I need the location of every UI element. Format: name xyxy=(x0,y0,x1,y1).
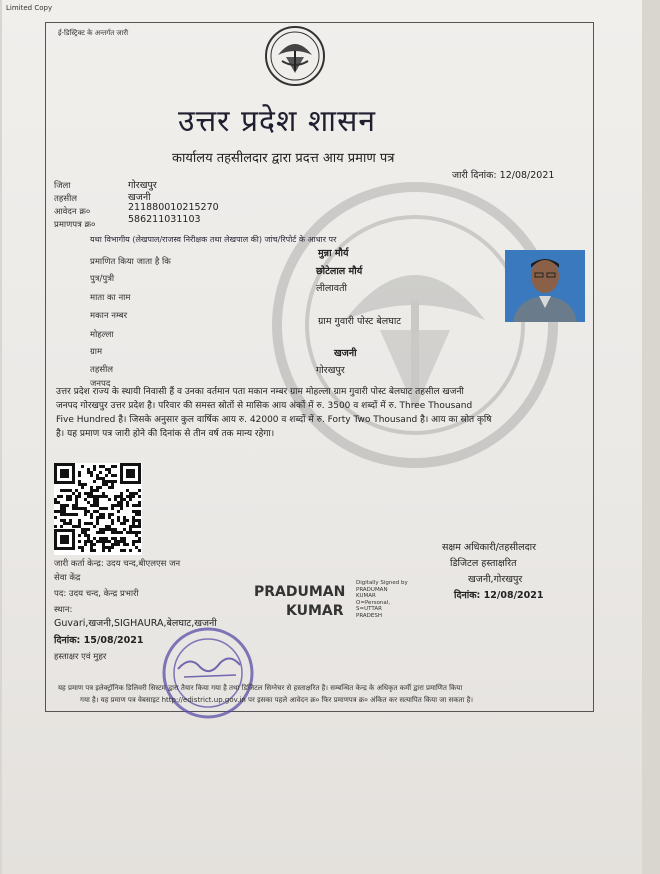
authority-place: खजनी,गोरखपुर xyxy=(468,574,523,585)
place-value: Guvari,खजनी,SIGHAURA,बेलघाट,खजनी xyxy=(54,618,217,629)
income-paragraph-line-4: है। यह प्रमाण पत्र जारी होने की दिनांक से तीन वर्ष तक मान्य रहेगा। xyxy=(56,429,275,439)
certificate-page xyxy=(2,0,642,874)
income-paragraph-line-3: Five Hundred है। जिसके अनुसार कुल वार्षिक आय रु. 42000 व शब्दों में रु. Forty Two Thousand है। आय का स्रोत कृषि xyxy=(56,415,492,425)
page-title: उत्तर प्रदेश शासन xyxy=(178,104,377,139)
district-value: गोरखपुर xyxy=(128,180,157,191)
mother-name: लीलावती xyxy=(316,283,347,294)
digital-sign-detail: PRADESH xyxy=(356,612,383,619)
issuing-center: जारी कर्ता केन्द्र: उदय चन्द,बीएलएस जन xyxy=(54,559,181,569)
issue-date-value: 12/08/2021 xyxy=(499,170,555,181)
applicant-photo xyxy=(505,250,585,322)
certify-text: प्रमाणित किया जाता है कि xyxy=(90,257,171,267)
house-label: मकान नम्बर xyxy=(90,311,128,321)
certificate-no-label: प्रमाणपत्र क्र० xyxy=(54,220,96,230)
up-emblem-icon xyxy=(264,25,326,87)
village-label: ग्राम xyxy=(90,347,103,357)
digital-sign-detail: PRADUMAN xyxy=(356,586,388,593)
digital-sign-details xyxy=(356,580,408,619)
application-no-value: 211880010215270 xyxy=(128,202,219,213)
top-note: ई-डिस्ट्रिक्ट के अन्तर्गत जारी xyxy=(58,29,129,37)
digital-sign-detail: Digitally Signed by xyxy=(356,580,408,586)
issue-date-label: जारी दिनांक: xyxy=(452,170,497,181)
certificate-no-value: 586211031103 xyxy=(128,214,201,225)
income-paragraph-line-2: जनपद गोरखपुर उत्तर प्रदेश है। परिवार की समस्त स्रोतों से मासिक आय अंकों में रु. 3500 व शब्दों में रु. Three Thousand xyxy=(56,401,473,411)
corner-label: Limited Copy xyxy=(6,4,53,12)
digital-sign-name-2: KUMAR xyxy=(286,603,344,619)
digital-sign-detail: KUMAR xyxy=(356,593,376,599)
authority-digital: डिजिटल हस्ताक्षरित xyxy=(450,558,517,569)
digital-sign-detail: S=UTTAR xyxy=(356,606,382,612)
tehsil-row-label: तहसील xyxy=(90,365,114,375)
authority-date xyxy=(454,588,543,601)
issuer-post: पद: उदय चन्द, केन्द्र प्रभारी xyxy=(54,589,139,599)
footer-note-2: गया है। यह प्रमाण पत्र वेबसाइट http://edistrict.up.gov.in पर इसका पहले आवेदन क्र० फिर प्रमाणपत्र क्र० अंकित कर सत्यापित किया जा सकता है। xyxy=(80,696,473,704)
tehsil-value: खजनी xyxy=(128,192,151,203)
issuer-date-label: दिनांक: xyxy=(54,635,81,646)
qr-code-icon xyxy=(54,463,142,555)
district-row-label: जनपद xyxy=(90,379,111,389)
district-label: जिला xyxy=(54,181,71,191)
village-value: खजनी xyxy=(334,348,357,359)
address-value: ग्राम गुवारी पोस्ट बेलघाट xyxy=(318,316,402,327)
person-name: मुन्ना मौर्य xyxy=(318,248,349,259)
tehsil-label: तहसील xyxy=(54,194,78,204)
issue-date xyxy=(452,168,554,181)
son-daughter-label: पुत्र/पुत्री xyxy=(90,274,115,284)
person-photo-icon xyxy=(505,250,585,322)
mohalla-label: मोहल्ला xyxy=(90,330,114,340)
footer-note-1: यह प्रमाण पत्र इलेक्ट्रॉनिक डिलिवरी सिस्टम द्वारा तैयार किया गया है तथा डिजिटल सिग्नेचर से हस्ताक्षरित है। सम्बन्धित केन्द्र के अधिकृत कर्मी द्वारा प्रमाणित किया xyxy=(58,684,463,692)
issuer-date xyxy=(54,633,143,646)
authority-title: सक्षम अधिकारी/तहसीलदार xyxy=(442,542,536,553)
seal-stamp-icon xyxy=(160,625,256,721)
issuing-center-2: सेवा केंद्र xyxy=(54,573,81,583)
tehsil-row-value: गोरखपुर xyxy=(316,365,345,376)
authority-date-label: दिनांक: xyxy=(454,590,481,601)
intro-text: यथा विभागीय (लेखपाल/राजस्व निरीक्षक तथा लेखपाल की) जांच/रिपोर्ट के आधार पर xyxy=(90,235,337,244)
digital-sign-detail: O=Personal, xyxy=(356,599,391,606)
application-no-label: आवेदन क्र० xyxy=(54,207,91,217)
digital-sign-name-1: PRADUMAN xyxy=(254,584,346,600)
issuer-date-value: 15/08/2021 xyxy=(83,635,144,646)
place-label: स्थान: xyxy=(54,605,73,615)
page-subtitle: कार्यालय तहसीलदार द्वारा प्रदत्त आय प्रमाण पत्र xyxy=(172,151,395,166)
mother-label: माता का नाम xyxy=(90,293,131,303)
authority-date-value: 12/08/2021 xyxy=(483,590,544,601)
income-paragraph-line-1: उत्तर प्रदेश राज्य के स्थायी निवासी हैं व उनका वर्तमान पता मकान नम्बर ग्राम मोहल्ला ग्राम गुवारी पोस्ट बेलघाट तहसील खजनी xyxy=(56,387,464,397)
father-name: छोटेलाल मौर्य xyxy=(316,266,363,277)
sign-seal-label: हस्ताक्षर एवं मुहर xyxy=(54,652,107,662)
